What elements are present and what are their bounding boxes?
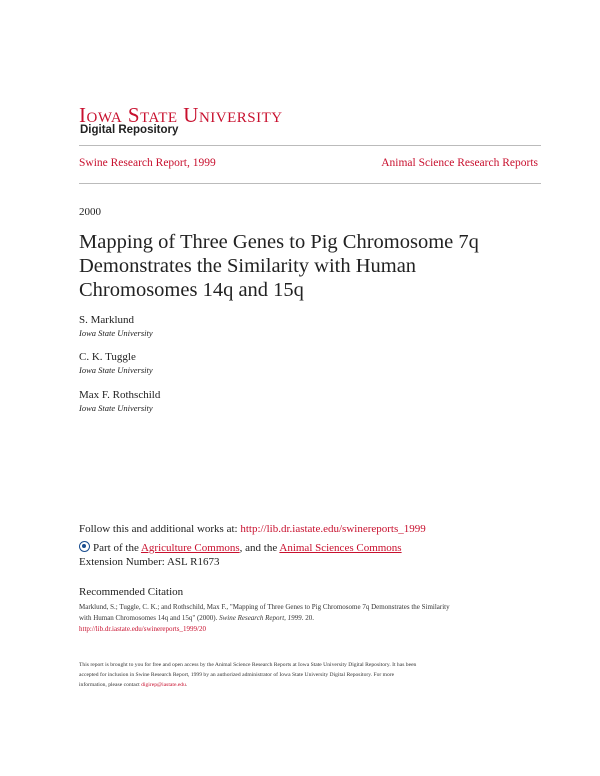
citation-line [79, 624, 539, 635]
network-icon [79, 541, 90, 552]
citation-part: . 20. [301, 614, 314, 622]
collection-link[interactable]: Animal Science Research Reports [381, 157, 538, 169]
citation-text [79, 602, 539, 635]
agriculture-commons-link[interactable]: Agriculture Commons [140, 542, 240, 554]
author-affiliation: Iowa State University [79, 328, 153, 338]
follow-url-link[interactable]: http://lib.dr.iastate.edu/swinereports_1999 [240, 523, 426, 535]
author-affiliation: Iowa State University [79, 403, 153, 413]
part-of-prefix: Part of the [93, 542, 141, 554]
title-line: Chromosomes 14q and 15q [79, 279, 304, 301]
recommended-citation-heading: Recommended Citation [79, 586, 184, 598]
animal-sciences-commons-link[interactable]: Animal Sciences Commons [279, 542, 402, 554]
citation-part: with Human Chromosomes 14q and 15q" (2000). [79, 614, 220, 622]
follow-prefix: Follow this and additional works at: [79, 523, 241, 535]
part-of-middle: , and the [239, 542, 280, 554]
publication-year: 2000 [79, 206, 101, 218]
footer-part: . [185, 682, 188, 688]
repository-logo-subtitle: Digital Repository [80, 124, 179, 136]
divider-bottom [79, 183, 541, 184]
citation-line [79, 613, 539, 624]
university-logo-name: Iowa State University [79, 103, 283, 127]
author-name: Max F. Rothschild [79, 389, 161, 401]
footer-part: information, please contact [79, 682, 142, 688]
footer-notice [79, 660, 539, 690]
title-line: Mapping of Three Genes to Pig Chromosome 7q [79, 231, 479, 253]
author-name: C. K. Tuggle [79, 351, 136, 363]
citation-line: Marklund, S.; Tuggle, C. K.; and Rothschild, Max F., "Mapping of Three Genes to Pig Chromosome 7q Demonstrates the Similarity [79, 603, 450, 611]
footer-line: This report is brought to you for free and open access by the Animal Science Research Reports at Iowa State University Digital Repository. It has been [79, 662, 417, 668]
document-title [79, 230, 539, 302]
footer-line: accepted for inclusion in Swine Research Report, 1999 by an authorized administrator of Iowa State University Digital Repository. For more [79, 672, 395, 678]
contact-email-link[interactable]: digirep@iastate.edu [141, 682, 186, 688]
citation-series: Swine Research Report, 1999 [219, 614, 302, 622]
title-line: Demonstrates the Similarity with Human [79, 255, 417, 277]
citation-url-link[interactable]: http://lib.dr.iastate.edu/swinereports_1999/20 [79, 625, 206, 633]
series-link[interactable]: Swine Research Report, 1999 [79, 157, 216, 169]
extension-number: Extension Number: ASL R1673 [79, 556, 220, 568]
follow-line [79, 524, 426, 535]
author-affiliation: Iowa State University [79, 365, 153, 375]
divider-top [79, 145, 541, 146]
footer-line [79, 680, 539, 690]
part-of-line [79, 541, 402, 554]
author-name: S. Marklund [79, 314, 134, 326]
